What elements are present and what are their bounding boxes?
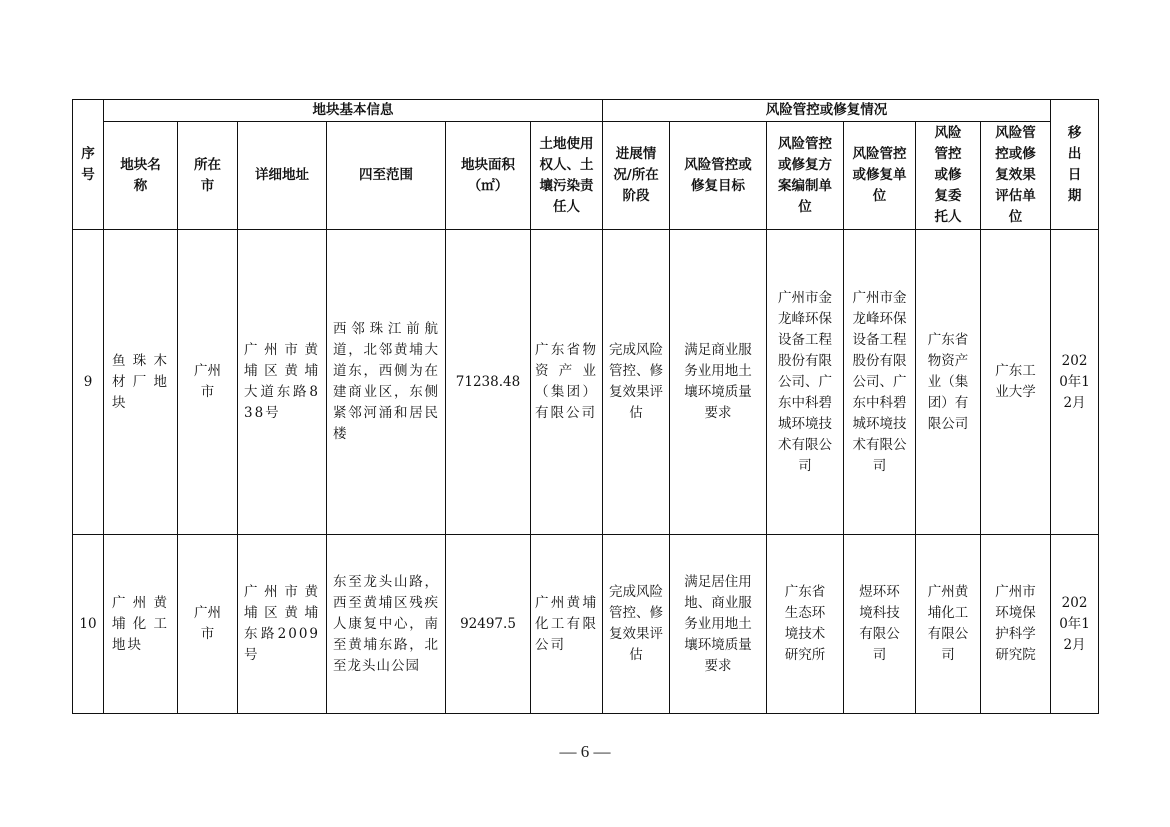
cell-plan-unit: 广东省生态环境技术研究所 bbox=[767, 535, 844, 714]
table-row bbox=[73, 535, 1099, 714]
cell-removal-date: 2020年12月 bbox=[1051, 535, 1099, 714]
cell-owner: 广东省物资产业（集团）有限公司 bbox=[531, 230, 603, 535]
cell-site-name: 广州黄埔化工地块 bbox=[104, 535, 178, 714]
header-address: 详细地址 bbox=[238, 122, 327, 230]
cell-client: 广州黄埔化工有限公司 bbox=[916, 535, 981, 714]
cell-exec-unit: 煜环环境科技有限公司 bbox=[844, 535, 916, 714]
cell-site-name: 鱼珠木材厂地块 bbox=[104, 230, 178, 535]
cell-exec-unit: 广州市金龙峰环保设备工程股份有限公司、广东中科碧城环境技术有限公司 bbox=[844, 230, 916, 535]
cell-address: 广州市黄埔区黄埔东路2009号 bbox=[238, 535, 327, 714]
header-removal-date: 移出日期 bbox=[1051, 100, 1099, 230]
cell-eval-unit: 广州市环境保护科学研究院 bbox=[981, 535, 1051, 714]
header-site-name: 地块名称 bbox=[104, 122, 178, 230]
header-owner: 土地使用权人、土壤污染责任人 bbox=[531, 122, 603, 230]
header-target: 风险管控或修复目标 bbox=[670, 122, 767, 230]
header-eval-unit: 风险管控或修复效果评估单位 bbox=[981, 122, 1051, 230]
cell-city: 广州市 bbox=[178, 230, 238, 535]
cell-client: 广东省物资产业（集团）有限公司 bbox=[916, 230, 981, 535]
header-city: 所在市 bbox=[178, 122, 238, 230]
cell-city: 广州市 bbox=[178, 535, 238, 714]
cell-target: 满足居住用地、商业服务业用地土壤环境质量要求 bbox=[670, 535, 767, 714]
cell-target: 满足商业服务业用地土壤环境质量要求 bbox=[670, 230, 767, 535]
header-plan-unit: 风险管控或修复方案编制单位 bbox=[767, 122, 844, 230]
contaminated-site-removal-table bbox=[72, 99, 1099, 714]
cell-progress: 完成风险管控、修复效果评估 bbox=[603, 230, 670, 535]
cell-progress: 完成风险管控、修复效果评估 bbox=[603, 535, 670, 714]
cell-bounds: 东至龙头山路，西至黄埔区残疾人康复中心，南至黄埔东路，北至龙头山公园 bbox=[327, 535, 446, 714]
cell-seq: 10 bbox=[73, 535, 104, 714]
header-progress: 进展情况/所在阶段 bbox=[603, 122, 670, 230]
header-area: 地块面积（㎡） bbox=[446, 122, 531, 230]
cell-address: 广州市黄埔区黄埔大道东路838号 bbox=[238, 230, 327, 535]
cell-owner: 广州黄埔化工有限公司 bbox=[531, 535, 603, 714]
group-header-basic-info: 地块基本信息 bbox=[104, 100, 603, 122]
group-header-risk-control: 风险管控或修复情况 bbox=[603, 100, 1051, 122]
header-bounds: 四至范围 bbox=[327, 122, 446, 230]
cell-area: 71238.48 bbox=[446, 230, 531, 535]
header-client: 风险管控或修复委托人 bbox=[916, 122, 981, 230]
page-number: — 6 — bbox=[559, 742, 611, 761]
cell-bounds: 西邻珠江前航道，北邻黄埔大道东，西侧为在建商业区，东侧紧邻河涌和居民楼 bbox=[327, 230, 446, 535]
cell-seq: 9 bbox=[73, 230, 104, 535]
header-seq: 序号 bbox=[73, 100, 104, 230]
cell-area: 92497.5 bbox=[446, 535, 531, 714]
cell-removal-date: 2020年12月 bbox=[1051, 230, 1099, 535]
cell-eval-unit: 广东工业大学 bbox=[981, 230, 1051, 535]
header-exec-unit: 风险管控或修复单位 bbox=[844, 122, 916, 230]
table-row bbox=[73, 230, 1099, 535]
cell-plan-unit: 广州市金龙峰环保设备工程股份有限公司、广东中科碧城环境技术有限公司 bbox=[767, 230, 844, 535]
